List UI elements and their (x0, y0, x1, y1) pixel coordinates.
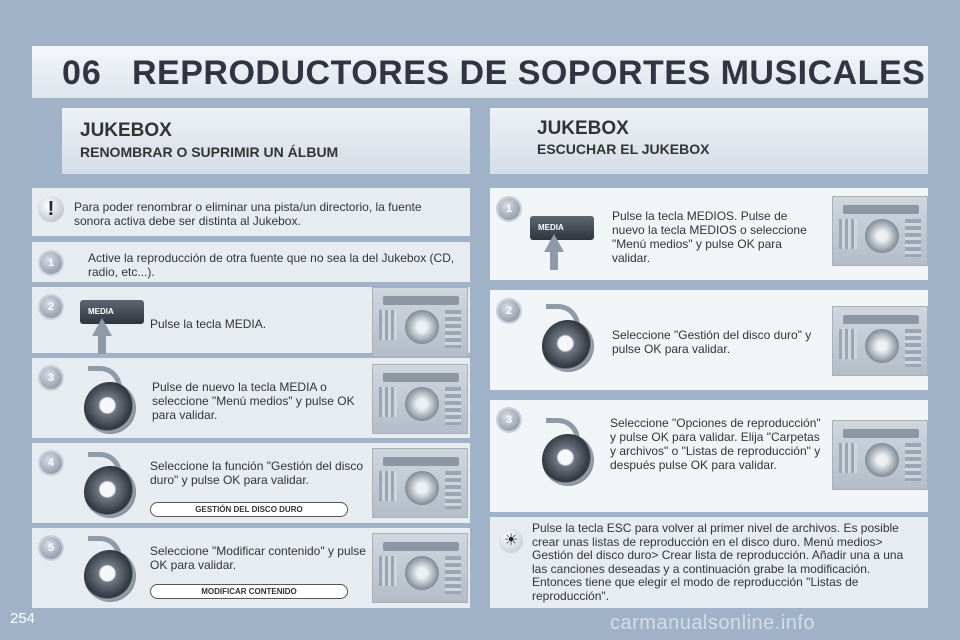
page-number: 254 (10, 610, 36, 627)
left-step-1-text: Active la reproducción de otra fuente que no sea la del Jukebox (CD, radio, etc...). (88, 251, 455, 279)
radio-panel-image (832, 420, 928, 490)
media-key-icon: MEDIA (530, 216, 594, 240)
left-section-subtitle: RENOMBRAR O SUPRIMIR UN ÁLBUM (80, 144, 339, 160)
step-badge: 3 (498, 409, 520, 431)
step-badge: 1 (40, 252, 62, 274)
menu-option-pill: MODIFICAR CONTENIDO (150, 584, 348, 599)
step-badge: 3 (40, 367, 62, 389)
left-step-2-text: Pulse la tecla MEDIA. (150, 317, 267, 331)
step-badge: 5 (40, 537, 62, 559)
radio-panel-image (372, 533, 468, 603)
media-key-icon: MEDIA (80, 300, 144, 324)
left-step-5-text: Seleccione "Modificar contenido" y pulse OK para validar. (150, 544, 366, 572)
radio-panel-image (372, 364, 468, 434)
step-badge: 4 (40, 452, 62, 474)
arrow-stem (550, 252, 558, 270)
right-section-subtitle: ESCUCHAR EL JUKEBOX (537, 141, 710, 157)
radio-panel-image (832, 196, 928, 266)
radio-panel-image (372, 287, 468, 357)
arrow-up-icon (92, 318, 112, 336)
rotary-knob-icon (84, 550, 136, 602)
warning-text: Para poder renombrar o eliminar una pista/un directorio, la fuente sonora activa debe ser distinta al Jukebox. (74, 200, 422, 228)
arrow-stem (98, 336, 106, 354)
rotary-knob-icon (84, 466, 136, 518)
arrow-up-icon (544, 234, 564, 252)
right-step-1-text: Pulse la tecla MEDIOS. Pulse de nuevo la tecla MEDIOS o seleccione "Menú medios" y pulse OK para validar. (612, 209, 807, 265)
step-badge: 1 (498, 198, 520, 220)
radio-panel-image (832, 306, 928, 376)
radio-panel-image (372, 448, 468, 518)
warning-icon: ! (38, 196, 64, 222)
watermark: carmanualsonline.info (610, 612, 816, 634)
chapter-number: 06 (62, 54, 102, 92)
step-badge: 2 (498, 300, 520, 322)
right-step-2-text: Seleccione "Gestión del disco duro" y pulse OK para validar. (612, 328, 812, 356)
step-badge: 2 (40, 296, 62, 318)
left-step-4-text: Seleccione la función "Gestión del disco duro" y pulse OK para validar. (150, 459, 364, 487)
left-step-3-text: Pulse de nuevo la tecla MEDIA o seleccione "Menú medios" y pulse OK para validar. (152, 380, 355, 422)
tip-sun-icon: ☀ (499, 529, 523, 553)
right-step-3-text: Seleccione "Opciones de reproducción" y pulse OK para validar. Elija "Carpetas y archivos" o "Listas de reproducción" y después pulse OK para validar. (610, 416, 821, 472)
tip-text: Pulse la tecla ESC para volver al primer nivel de archivos. Es posible crear unas listas de reproducción en el disco duro. Menú medios> Gestión del disco duro> Crear lista de reproducción. Añadir una a una las canciones deseadas y a continuación grabe la modificación. Entonces tiene que elegir el modo de reproducción "Listas de reproducción". (532, 521, 904, 603)
menu-option-pill: GESTIÓN DEL DISCO DURO (150, 502, 348, 517)
rotary-knob-icon (542, 320, 594, 372)
right-section-title: JUKEBOX (537, 118, 629, 139)
rotary-knob-icon (84, 382, 136, 434)
rotary-knob-icon (542, 434, 594, 486)
left-section-title: JUKEBOX (80, 120, 172, 141)
page-title: REPRODUCTORES DE SOPORTES MUSICALES (132, 54, 926, 92)
